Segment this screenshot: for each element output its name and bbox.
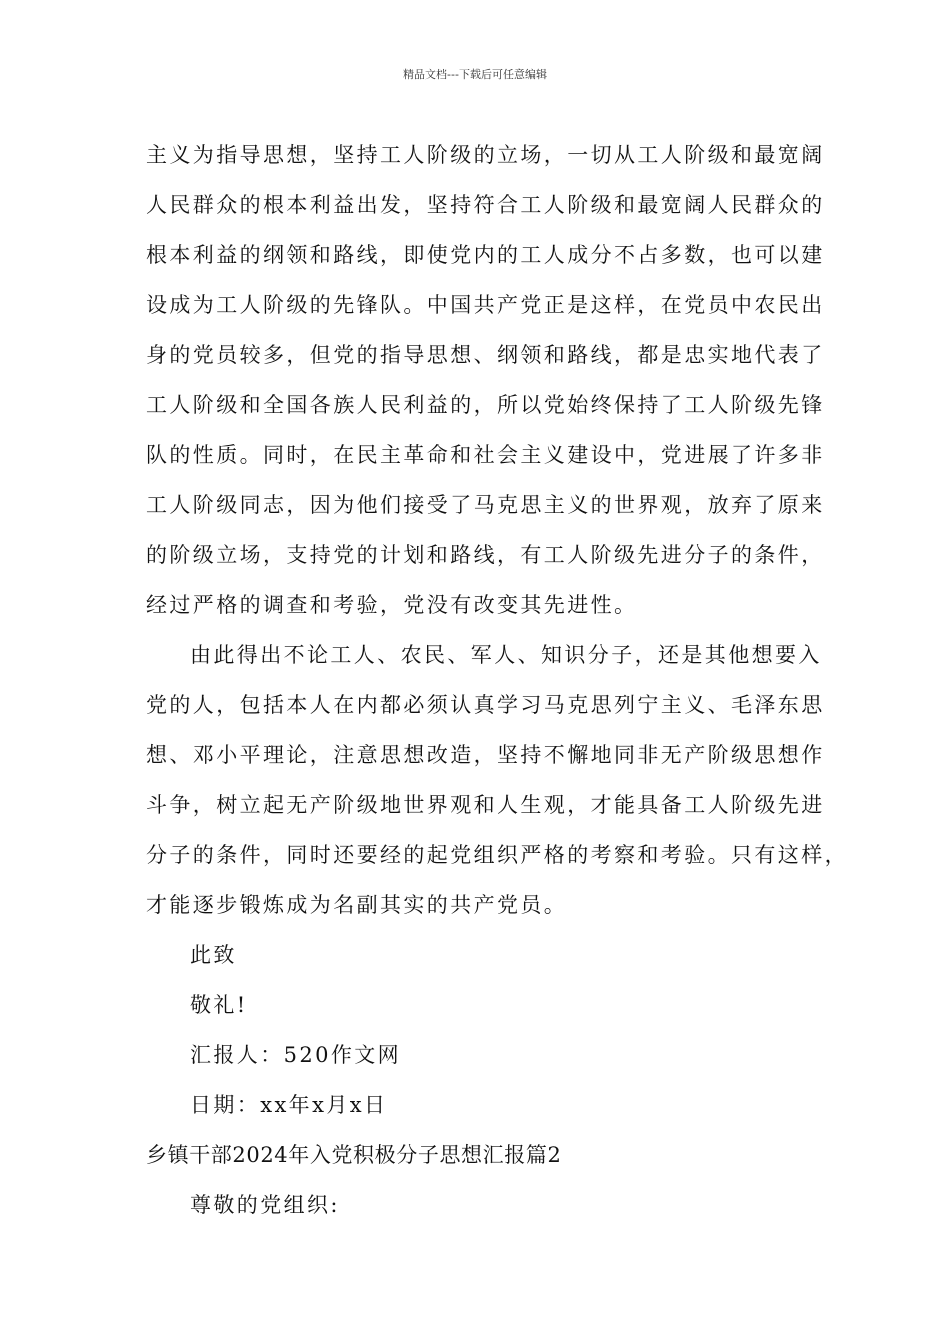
paragraph-line: 设成为工人阶级的先锋队。中国共产党正是这样，在党员中农民出: [146, 293, 825, 317]
document-body: [146, 130, 848, 1230]
section-greeting: 尊敬的党组织:: [190, 1193, 340, 1217]
paragraph-line: 由此得出不论工人、农民、军人、知识分子，还是其他想要入: [190, 643, 822, 667]
salutation: 此致: [190, 943, 237, 967]
paragraph-line: 党的人，包括本人在内都必须认真学习马克思列宁主义、毛泽东思: [146, 693, 825, 717]
closing-block: [146, 930, 826, 1130]
reporter-line: 汇报人：520作文网: [190, 1043, 402, 1067]
page-header: 精品文档---下载后可任意编辑: [403, 68, 547, 81]
paragraph-2: [146, 630, 848, 930]
paragraph-line: 才能逐步锻炼成为名副其实的共产党员。: [146, 893, 568, 917]
respect-line: 敬礼!: [190, 993, 248, 1017]
paragraph-line: 主义为指导思想，坚持工人阶级的立场，一切从工人阶级和最宽阔: [146, 143, 825, 167]
section-title: 乡镇干部2024年入党积极分子思想汇报篇2: [146, 1143, 562, 1167]
paragraph-line: 工人阶级和全国各族人民利益的，所以党始终保持了工人阶级先锋: [146, 393, 825, 417]
paragraph-line: 分子的条件，同时还要经的起党组织严格的考察和考验。只有这样，: [146, 843, 848, 867]
paragraph-line: 人民群众的根本利益出发，坚持符合工人阶级和最宽阔人民群众的: [146, 193, 825, 217]
paragraph-line: 斗争，树立起无产阶级地世界观和人生观，才能具备工人阶级先进: [146, 793, 825, 817]
paragraph-line: 根本利益的纲领和路线，即使党内的工人成分不占多数，也可以建: [146, 243, 825, 267]
paragraph-line: 队的性质。同时，在民主革命和社会主义建设中，党进展了许多非: [146, 443, 825, 467]
paragraph-line: 的阶级立场，支持党的计划和路线，有工人阶级先进分子的条件，: [146, 543, 825, 567]
paragraph-line: 身的党员较多，但党的指导思想、纲领和路线，都是忠实地代表了: [146, 343, 825, 367]
next-section: [146, 1130, 826, 1230]
paragraph-1: [146, 130, 826, 630]
paragraph-line: 工人阶级同志，因为他们接受了马克思主义的世界观，放弃了原来: [146, 493, 825, 517]
date-line: 日期：xx年x月x日: [190, 1093, 388, 1117]
paragraph-line: 经过严格的调查和考验，党没有改变其先进性。: [146, 593, 638, 617]
paragraph-line: 想、邓小平理论，注意思想改造，坚持不懈地同非无产阶级思想作: [146, 743, 825, 767]
